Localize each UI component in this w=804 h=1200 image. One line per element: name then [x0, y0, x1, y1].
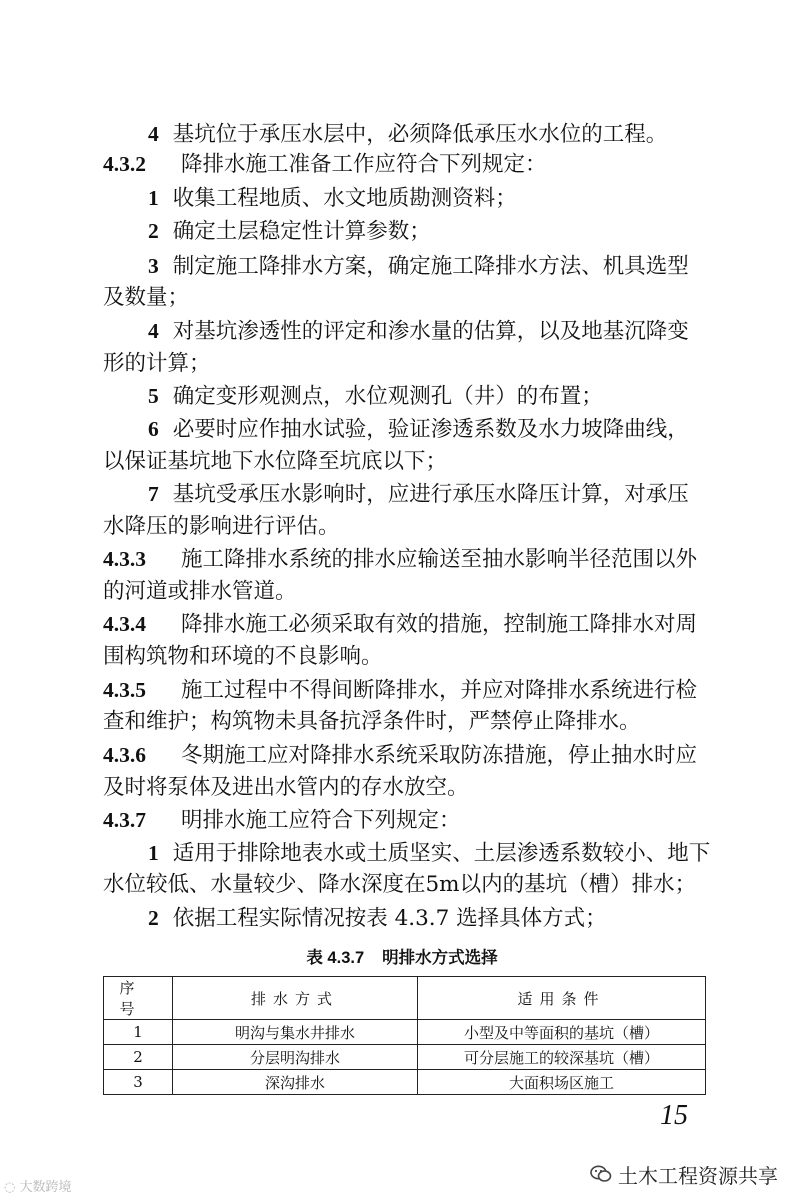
page-number: 15 [660, 1100, 688, 1131]
column-header: 排水方式 [173, 977, 418, 1020]
table-cell: 3 [104, 1070, 173, 1095]
table-cell: 2 [104, 1045, 173, 1070]
table-cell: 深沟排水 [173, 1070, 418, 1095]
table-row [104, 1020, 706, 1045]
table-cell: 1 [104, 1020, 173, 1045]
section-clause: 4.3.2 降排水施工准备工作应符合下列规定： [103, 152, 547, 177]
list-item: 4 基坑位于承压水层中，必须降低承压水水位的工程。 [148, 122, 668, 147]
table-row [104, 1070, 706, 1095]
section-clause: 4.3.4 降排水施工必须采取有效的措施，控制施工降排水对周 [103, 612, 698, 637]
text-continuation: 的河道或排水管道。 [103, 579, 297, 604]
list-item: 7 基坑受承压水影响时，应进行承压水降压计算，对承压 [148, 482, 689, 507]
text-continuation: 以保证基坑地下水位降至坑底以下； [103, 449, 448, 474]
text-continuation: 围构筑物和环境的不良影响。 [103, 644, 383, 669]
table-cell: 可分层施工的较深基坑（槽） [418, 1045, 706, 1070]
text-continuation: 及数量； [103, 285, 190, 310]
text-continuation: 水位较低、水量较少、降水深度在5m以内的基坑（槽）排水； [103, 872, 697, 897]
list-item: 2 确定土层稳定性计算参数； [148, 219, 431, 244]
table-row [104, 1045, 706, 1070]
table-cell: 小型及中等面积的基坑（槽） [418, 1020, 706, 1045]
list-item: 5 确定变形观测点，水位观测孔（井）的布置； [148, 384, 603, 409]
section-clause: 4.3.5 施工过程中不得间断降排水，并应对降排水系统进行检 [103, 678, 698, 703]
source-watermark: ◌ 大数跨境 [4, 1180, 72, 1195]
text-continuation: 及时将泵体及进出水管内的存水放空。 [103, 775, 469, 800]
list-item: 1 收集工程地质、水文地质勘测资料； [148, 186, 517, 211]
watermark: 土木工程资源共享 [590, 1160, 778, 1189]
column-header: 序号 [104, 977, 173, 1020]
section-clause: 4.3.7 明排水施工应符合下列规定： [103, 808, 461, 833]
wechat-icon [590, 1164, 612, 1188]
list-item: 6 必要时应作抽水试验，验证渗透系数及水力坡降曲线， [148, 417, 689, 442]
list-item: 4 对基坑渗透性的评定和渗水量的估算，以及地基沉降变 [148, 319, 689, 344]
table-cell: 大面积场区施工 [418, 1070, 706, 1095]
table-cell: 分层明沟排水 [173, 1045, 418, 1070]
section-clause: 4.3.3 施工降排水系统的排水应输送至抽水影响半径范围以外 [103, 547, 698, 572]
table-caption: 表 4.3.7 明排水方式选择 [306, 948, 498, 967]
text-continuation: 形的计算； [103, 351, 211, 376]
list-item: 3 制定施工降排水方案，确定施工降排水方法、机具选型 [148, 254, 689, 279]
drainage-method-table [103, 976, 706, 1095]
table-cell: 明沟与集水井排水 [173, 1020, 418, 1045]
table-header-row [104, 977, 706, 1020]
logo-icon: ◌ [4, 1180, 20, 1195]
text-continuation: 水降压的影响进行评估。 [103, 514, 340, 539]
text-continuation: 查和维护；构筑物未具备抗浮条件时，严禁停止降排水。 [103, 709, 641, 734]
list-item: 1 适用于排除地表水或土质坚实、土层渗透系数较小、地下 [148, 841, 711, 866]
section-clause: 4.3.6 冬期施工应对降排水系统采取防冻措施，停止抽水时应 [103, 743, 698, 768]
list-item: 2 依据工程实际情况按表 4.3.7 选择具体方式； [148, 906, 607, 931]
column-header: 适用条件 [418, 977, 706, 1020]
